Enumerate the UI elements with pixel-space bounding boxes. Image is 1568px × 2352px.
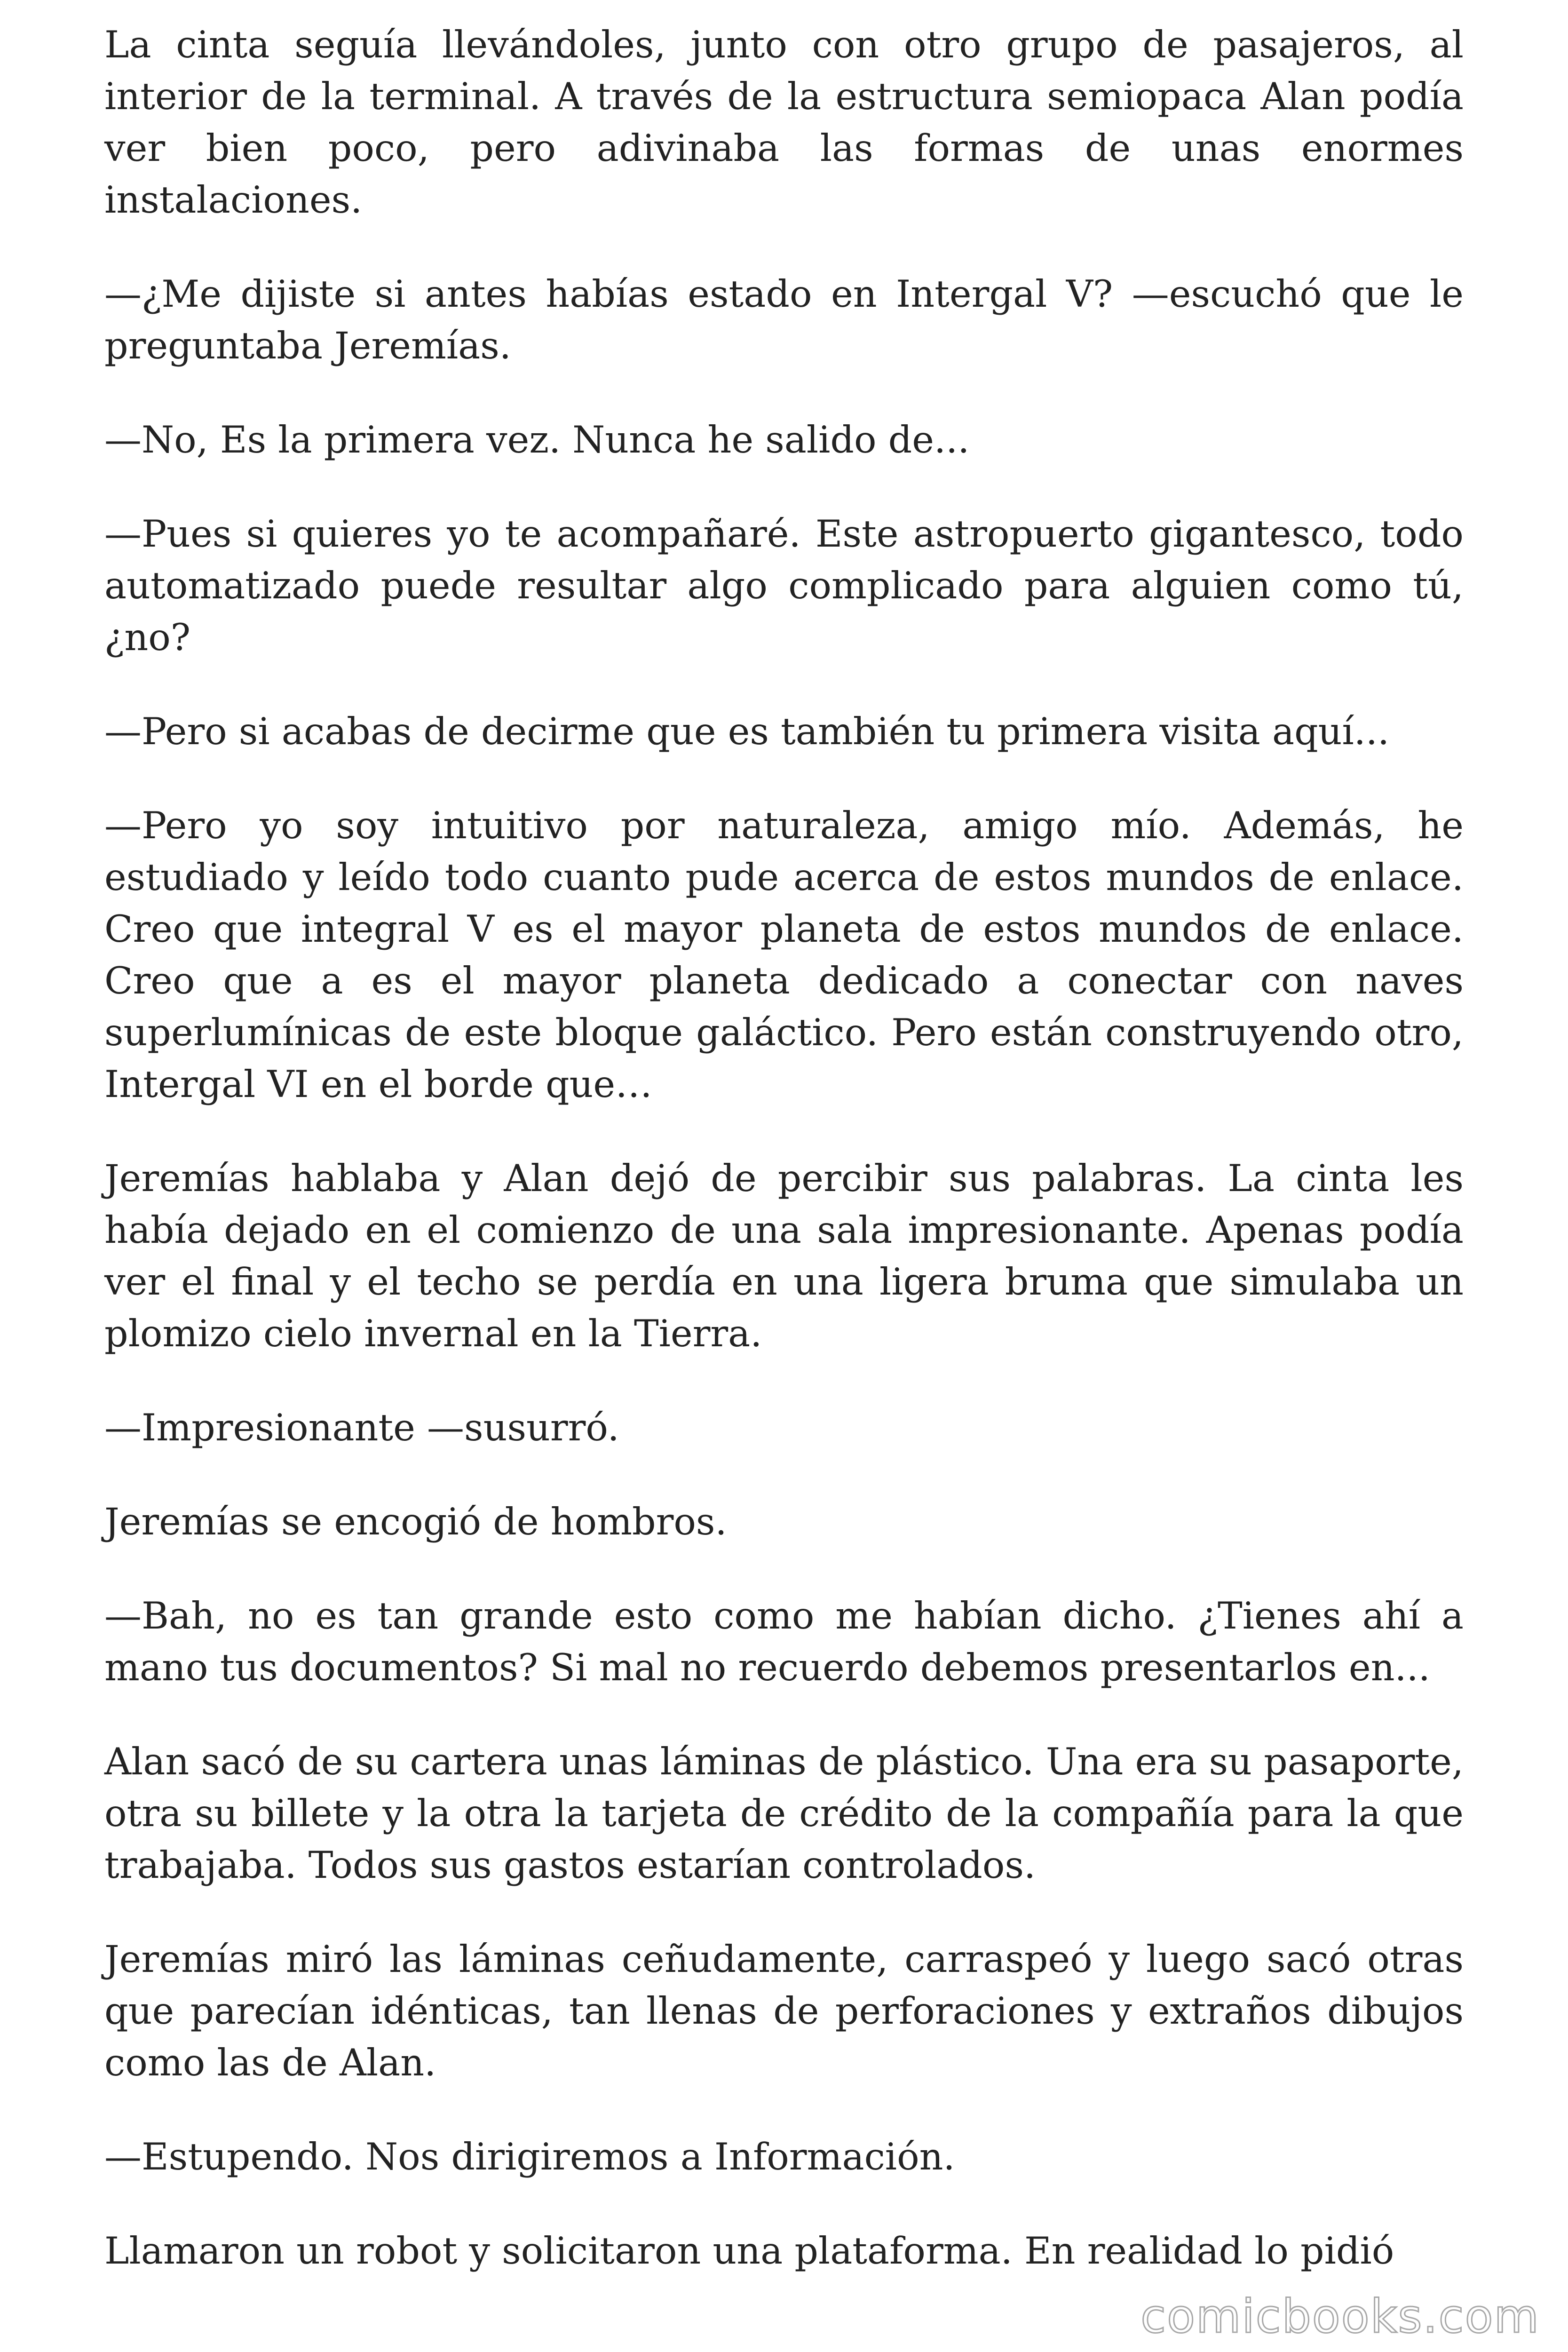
watermark-logo: comicbooks.com	[1140, 2290, 1540, 2344]
paragraph-12: Jeremías miró las láminas ceñudamente, carraspeó y luego sacó otras que parecían idénticas, tan llenas de perforaciones y extraños dibujos como las de Alan.	[104, 1938, 1464, 2084]
paragraph-13: —Estupendo. Nos dirigiremos a Información.	[104, 2135, 955, 2178]
paragraph-1: La cinta seguía llevándoles, junto con otro grupo de pasajeros, al interior de la terminal. A través de la estructura semiopaca Alan podía ver bien poco, pero adivinaba las formas de unas enormes instalaciones.	[104, 23, 1464, 222]
paragraph-4: —Pues si quieres yo te acompañaré. Este astropuerto gigantesco, todo automatizado puede resultar algo complicado para alguien como tú, ¿no?	[104, 512, 1464, 659]
paragraph-6: —Pero yo soy intuitivo por naturaleza, amigo mío. Además, he estudiado y leído todo cuanto pude acerca de estos mundos de enlace. Creo que integral V es el mayor planeta de estos mundos de enlace. Creo que a es el mayor planeta dedicado a conectar con naves superlumínicas de este bloque galáctico. Pero están construyendo otro, Intergal VI en el borde que…	[104, 804, 1464, 1106]
paragraph-9: Jeremías se encogió de hombros.	[104, 1500, 727, 1543]
paragraph-8: —Impresionante —susurró.	[104, 1406, 619, 1449]
paragraph-10: —Bah, no es tan grande esto como me habían dicho. ¿Tienes ahí a mano tus documentos? Si mal no recuerdo debemos presentarlos en...	[104, 1594, 1464, 1689]
paragraph-7: Jeremías hablaba y Alan dejó de percibir sus palabras. La cinta les había dejado en el comienzo de una sala impresionante. Apenas podía ver el final y el techo se perdía en una ligera bruma que simulaba un plomizo cielo invernal en la Tierra.	[104, 1157, 1464, 1355]
paragraph-3: —No, Es la primera vez. Nunca he salido de...	[104, 418, 970, 461]
book-page	[104, 19, 1464, 2324]
paragraph-11: Alan sacó de su cartera unas láminas de plástico. Una era su pasaporte, otra su billete y la otra la tarjeta de crédito de la compañía para la que trabajaba. Todos sus gastos estarían controlados.	[104, 1740, 1464, 1887]
paragraph-14: Llamaron un robot y solicitaron una plataforma. En realidad lo pidió	[104, 2229, 1394, 2273]
paragraph-2: —¿Me dijiste si antes habías estado en Intergal V? —escuchó que le preguntaba Jeremías.	[104, 272, 1464, 367]
paragraph-5: —Pero si acabas de decirme que es también tu primera visita aquí...	[104, 710, 1390, 753]
